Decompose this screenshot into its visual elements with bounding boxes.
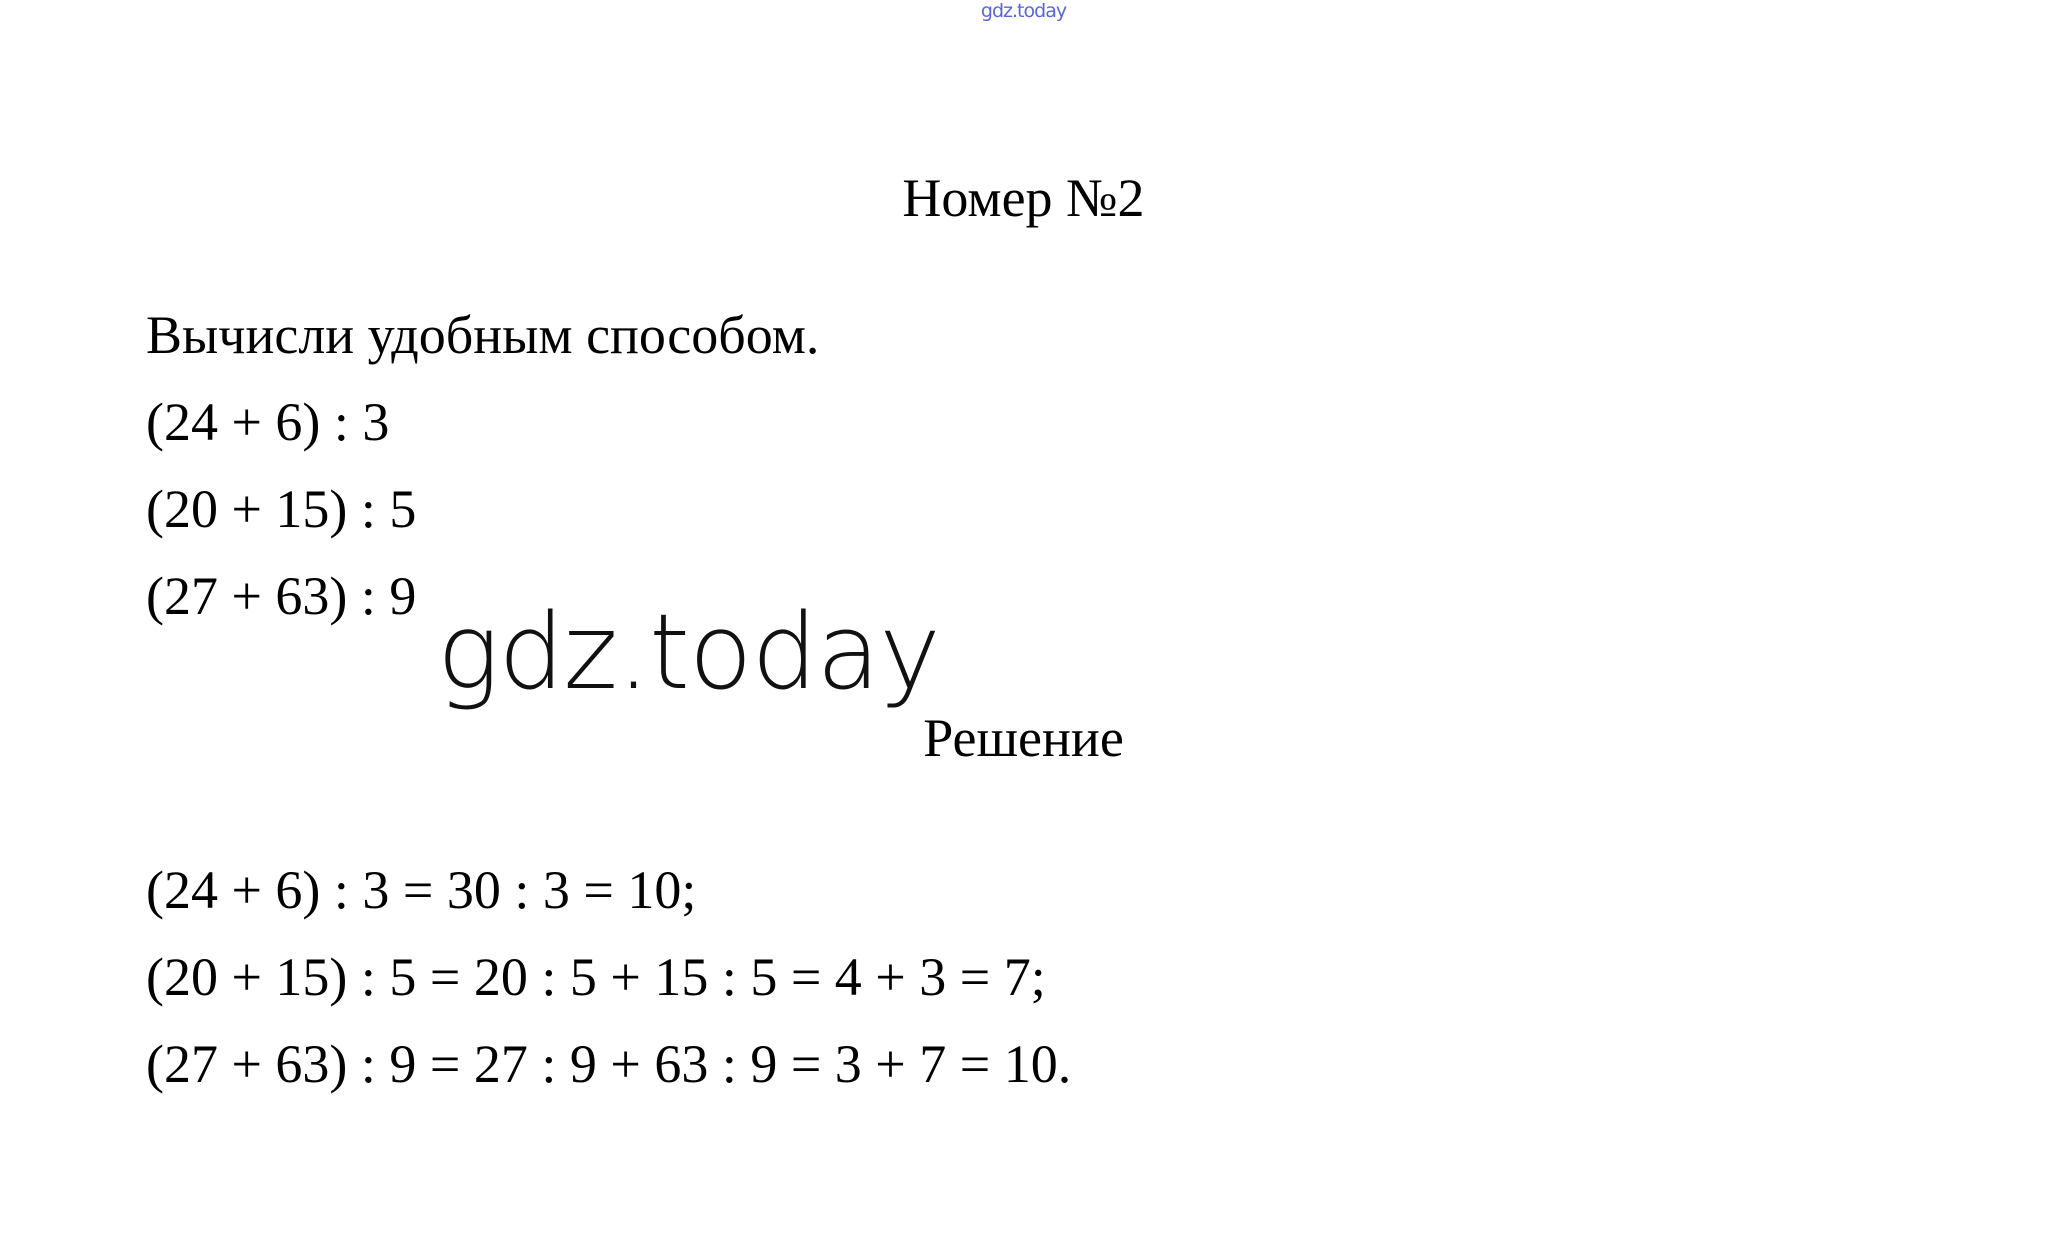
solution-title: Решение	[923, 708, 1124, 768]
task-expression-2: (20 + 15) : 5	[146, 479, 417, 539]
page-title: Номер №2	[902, 168, 1145, 228]
watermark-logo: gdz.today	[437, 591, 940, 713]
task-instruction: Вычисли удобным способом.	[146, 305, 820, 365]
task-expression-3: (27 + 63) : 9	[146, 566, 417, 626]
solution-line-1: (24 + 6) : 3 = 30 : 3 = 10;	[146, 860, 697, 920]
task-expression-1: (24 + 6) : 3	[146, 392, 390, 452]
solution-line-3: (27 + 63) : 9 = 27 : 9 + 63 : 9 = 3 + 7 = 10.	[146, 1034, 1072, 1094]
solution-line-2: (20 + 15) : 5 = 20 : 5 + 15 : 5 = 4 + 3 = 7;	[146, 947, 1046, 1007]
top-watermark: gdz.today	[980, 0, 1067, 22]
